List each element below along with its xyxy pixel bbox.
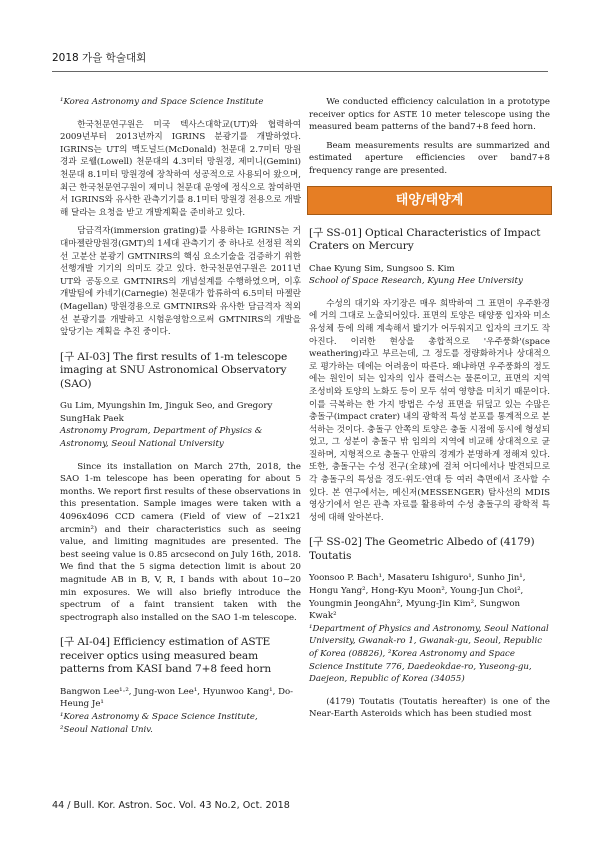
page-footer: 44 / Bull. Kor. Astron. Soc. Vol. 43 No.2, Oct. 2018 <box>52 800 290 811</box>
affiliation-top: ¹Korea Astronomy and Space Science Institute <box>60 97 264 107</box>
abstract-title-ai03: [구 AI-03] The first results of 1-m telescope imaging at SNU Astronomical Observatory (SAO) <box>60 350 288 390</box>
abstract-title-ss02: [구 SS-02] The Geometric Albedo of (4179) Toutatis <box>309 536 535 562</box>
section-banner: 태양/태양계 <box>307 186 552 215</box>
left-column <box>60 96 301 746</box>
abstract-ai03: Since its installation on March 27th, 2018, the SAO 1-m telescope has been operating for about 5 months. We report first results of these observations in this presentation. Sample images were taken with a 4096x4096 CCD camera (Field of view of ~21x21 arcmin²) and their characteristics such as seeing value, and limiting magnitudes are presented. The best seeing value is 0.85 arcsecond on July 16th, 2018. We find that the 5 sigma detection limit is about 20 magnitude AB in B, V, R, I bands with about 10~20 min exposures. We will also briefly introduce the spectrum of a faint transient taken with the spectrograph also installed on the SAO 1-m telescope. <box>60 461 301 623</box>
affiliation-ss01: School of Space Research, Kyung Hee University <box>309 276 523 287</box>
ai04-paragraph-2: Beam measurements results are summarized and estimated aperture efficiencies over band7+8 frequency range are presented. <box>309 140 550 176</box>
affiliation-ss02: ¹Department of Physics and Astronomy, Seoul National University, Gwanak-ro 1, Gwanak-gu, Seoul, Republic of Korea (08826), ²Korea Astronomy and Space Science Institute 776, Daedeokdae-ro, Yuseong-gu, Daejeon, Republic of Korea (34055) <box>309 623 549 685</box>
abstract-title-ai04: [구 AI-04] Efficiency estimation of ASTE receiver optics using measured beam patterns from KASI band 7+8 feed horn <box>60 636 272 676</box>
affiliation-ai04-2: ²Seoul National Univ. <box>60 724 153 735</box>
authors-ai04: Bangwon Lee¹·², Jung-won Lee¹, Hyunwoo Kang¹, Do-Heung Je¹ <box>60 686 294 710</box>
right-column <box>309 96 550 727</box>
authors-ai03: Gu Lim, Myungshin Im, Jinguk Seo, and Gregory SungHak Paek <box>60 401 273 424</box>
authors-ss01: Chae Kyung Sim, Sungsoo S. Kim <box>309 263 455 274</box>
abstract-ss01: 수성의 대기와 자기장은 매우 희박하여 그 표면이 우주환경에 거의 그대로 노출되어있다. 표면의 토양은 태양풍 입자와 미소유성체 등에 의해 계속해서 밟기가 어두워지고 입자의 크기도 작아진다. 이러한 현상을 총합적으로 '우주풍화'(space weathering)라고 부르는데, 그 정도를 정량화하거나 상대적으로 평가하는 데에는 어려움이 따른다. 왜냐하면 우주풍화의 정도에는 원인이 되는 입자의 입사 플럭스는 물론이고, 표면의 지역 조성비와 토양의 노화도 등이 모두 섞여 영향을 미치기 때문이다. 이를 극복하는 한 가지 방법은 수성 표면을 뒤덮고 있는 수많은 충돌구(impact crater) 내의 광학적 특성 분포를 통계적으로 분석하는 것이다. 충돌구 안쪽의 토양은 충돌 시점에 동시에 형성되었고, 그 성분이 충돌구 밖 임의의 지역에 비교해 상대적으로 균질하며, 지형적으로 충돌구 안팎의 경계가 분명하게 정해져 있다. 또한, 충돌구는 수성 전구(全球)에 걸쳐 어디에서나 발견되므로 각 충돌구의 특성을 경도·위도·연대 등 여러 측면에서 조사할 수 있다. 본 연구에서는, 메신저(MESSENGER) 탐사선의 MDIS 영상기에서 얻은 관측 자료를 활용하여 수성 충돌구의 광학적 특성에 대해 알아본다. <box>309 298 550 523</box>
abstract-ss02: (4179) Toutatis (Toutatis hereafter) is one of the Near-Earth Asteroids which has been studied most <box>309 696 550 720</box>
header-rule <box>52 71 548 72</box>
affiliation-ai03: Astronomy Program, Department of Physics & Astronomy, Seoul National University <box>60 426 263 449</box>
affiliation-ai04-1: ¹Korea Astronomy & Space Science Institute, <box>60 711 258 722</box>
ai04-paragraph-1: We conducted efficiency calculation in a prototype receiver optics for ASTE 10 meter telescope using the measured beam patterns of the band7+8 feed horn. <box>309 97 550 133</box>
korean-paragraph-1: 한국천문연구원은 미국 텍사스대학교(UT)와 협력하여 2009년부터 2013년까지 IGRINS 분광기를 개발하였다. IGRINS는 UT의 맥도널드(McDonald) 천문대 2.7미터 망원경과 로웰(Lowell) 천문대의 4.3미터 망원경, 제미니(Gemini) 천문대 8.1미터 망원경에 장착하여 성공적으로 사용되어 왔으며, 최근 한국천문연구원이 제미니 천문대 운영에 정식으로 참여하면서 IGRINS와 유사한 관측기기를 8.1미터 망원경 전용으로 개발해 달라는 요청을 받고 개발계획을 준비하고 있다. <box>60 119 301 218</box>
running-header: 2018 가을 학술대회 <box>52 52 147 64</box>
authors-ss02: Yoonsoo P. Bach¹, Masateru Ishiguro¹, Sunho Jin¹, Hongu Yang², Hong-Kyu Moon², Young-Jun Choi², Youngmin JeongAhn², Myung-Jin Kim², Sungwon Kwak² <box>309 573 526 622</box>
korean-paragraph-2: 담금격자(immersion grating)를 사용하는 IGRINS는 거대마젤란망원경(GMT)의 1세대 관측기기 중 하나로 선정된 적외선 고분산 분광기 GMTNIRS의 핵심 요소기술을 검증하기 위한 선행개발 기기의 의미도 갖고 있다. 한국천문연구원은 2011년 UT와 공동으로 GMTNIRS의 개념설계를 수행하였으며, 이후 개발팀에 카네기(Carnegie) 천문대가 합류하여 6.5미터 마젤란(Magellan) 망원경용으로 GMTNIRS와 유사한 담금격자 적외선 분광기를 개발하고 시험운영함으로써 GMTNIRS의 개발을 앞당기는 계획을 추진 중이다. <box>60 226 301 338</box>
abstract-title-ss01: [구 SS-01] Optical Characteristics of Impact Craters on Mercury <box>309 226 541 253</box>
